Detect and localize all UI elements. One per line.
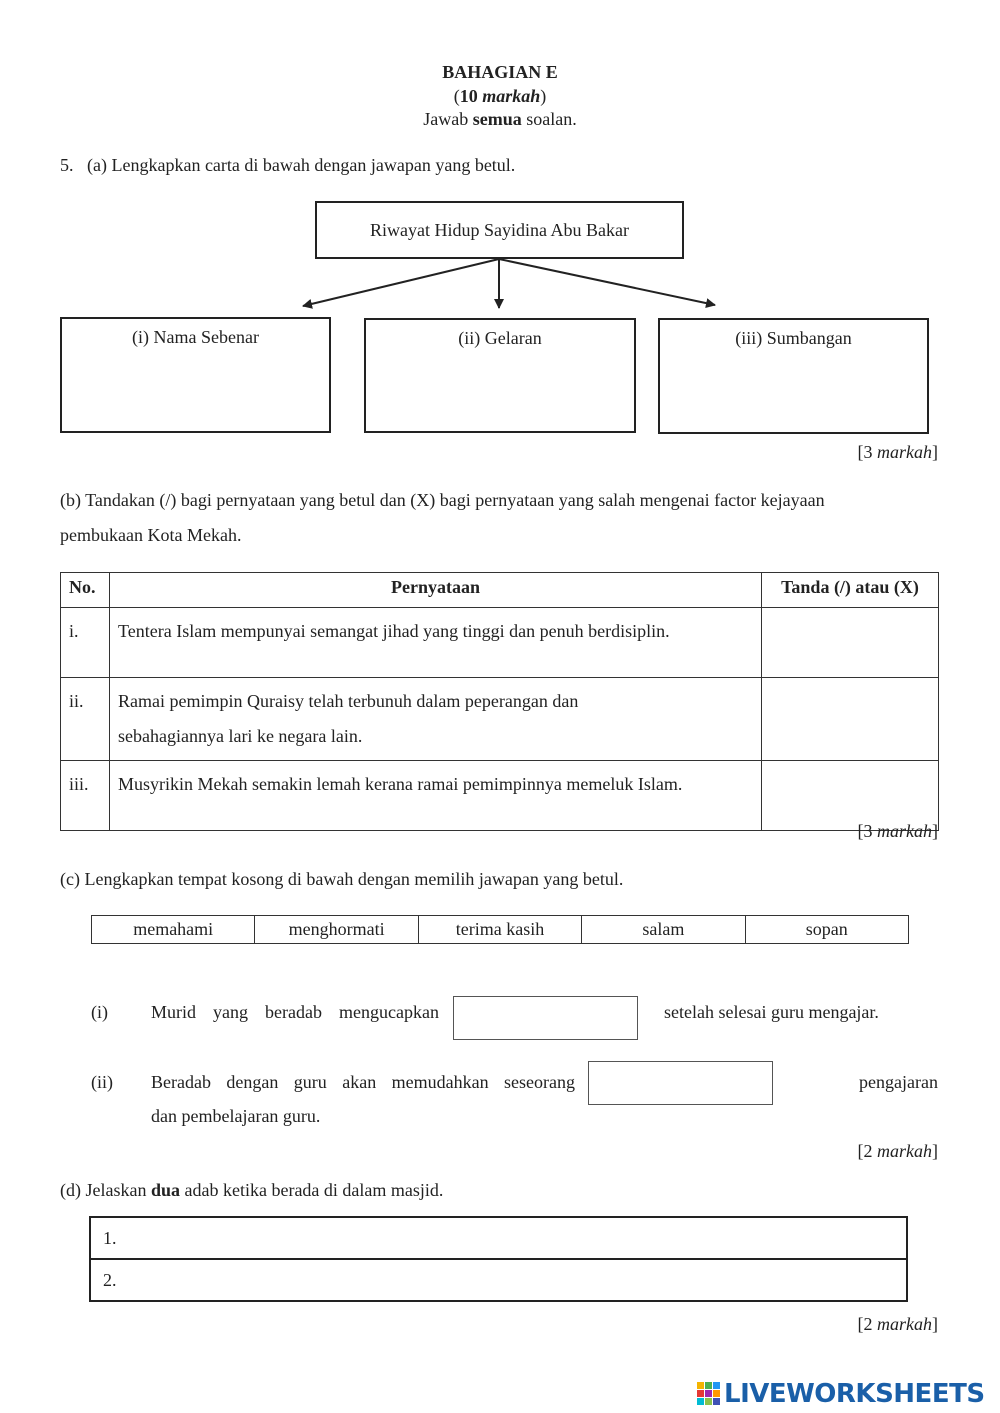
marks-word: markah (877, 1314, 932, 1334)
item-i-pre: Murid yang beradab mengucapkan (151, 1002, 439, 1022)
marks-bracket-open: [3 (857, 442, 873, 462)
part-d-label (60, 1180, 443, 1201)
word-bank (91, 915, 909, 944)
table-row (61, 608, 939, 678)
part-b-label-line2: pembukaan Kota Mekah. (60, 525, 242, 545)
liveworksheets-logo-icon (697, 1382, 721, 1406)
marks-bracket-close: ] (932, 821, 938, 841)
liveworksheets-text: LIVEWORKSHEETS (724, 1379, 985, 1409)
header-pernyataan: Pernyataan (110, 573, 762, 608)
answer-row (90, 1217, 907, 1259)
marks-paren-open: ( (453, 86, 460, 106)
chart-box-label: (iii) Sumbangan (735, 328, 852, 348)
marks-word: markah (482, 86, 541, 106)
marks-word: markah (877, 821, 932, 841)
part-d-label-post: adab ketika berada di dalam masjid. (184, 1180, 444, 1200)
marks-bracket-open: [2 (857, 1314, 873, 1334)
row-statement: Tentera Islam mempunyai semangat jihad yang tinggi dan penuh berdisiplin. (110, 608, 762, 678)
part-b-marks (858, 821, 939, 842)
row-mark-cell[interactable] (762, 608, 939, 678)
word-bank-item: salam (582, 916, 745, 944)
part-d-label-pre: (d) Jelaskan (60, 1180, 147, 1200)
marks-word: markah (877, 442, 932, 462)
instruction-bold: semua (472, 109, 522, 129)
word-bank-item: sopan (745, 916, 908, 944)
marks-number: 10 (459, 86, 478, 106)
marks-word: markah (877, 1141, 932, 1161)
part-a-label: (a) Lengkapkan carta di bawah dengan jawapan yang betul. (87, 155, 516, 175)
marks-bracket-close: ] (932, 1141, 938, 1161)
chart-root-text: Riwayat Hidup Sayidina Abu Bakar (370, 220, 629, 240)
item-ii-line2: dan pembelajaran guru. (151, 1106, 321, 1126)
marks-bracket-close: ] (932, 1314, 938, 1334)
chart-box-label: (i) Nama Sebenar (132, 327, 259, 347)
chart-box-label: (ii) Gelaran (458, 328, 542, 348)
item-i-post: setelah selesai guru mengajar. (664, 1002, 879, 1022)
marks-bracket-open: [3 (857, 821, 873, 841)
table-row (61, 761, 939, 831)
chart-arrows (0, 0, 1000, 330)
table-header-row (61, 573, 939, 608)
instruction-pre: Jawab (423, 109, 469, 129)
section-title: BAHAGIAN E (442, 62, 558, 82)
part-a-marks (858, 442, 939, 463)
part-b-label-line1: (b) Tandakan (/) bagi pernyataan yang betul dan (X) bagi pernyataan yang salah mengenai factor kejayaan (60, 490, 825, 510)
row-statement: Ramai pemimpin Quraisy telah terbunuh dalam peperangan dan sebahagiannya lari ke negara lain. (110, 678, 762, 761)
row-mark-cell[interactable] (762, 678, 939, 761)
part-c-marks (858, 1141, 939, 1162)
item-ii-post: pengajaran (859, 1072, 938, 1092)
word-bank-item: menghormati (255, 916, 418, 944)
table-row (61, 678, 939, 761)
answer-row (90, 1259, 907, 1301)
statement-table (60, 572, 939, 831)
part-c-label: (c) Lengkapkan tempat kosong di bawah dengan memilih jawapan yang betul. (60, 869, 624, 889)
answer-table (89, 1216, 908, 1302)
liveworksheets-watermark (697, 1380, 985, 1408)
question-number: 5. (60, 155, 74, 175)
row-number: iii. (61, 761, 110, 831)
item-i-answer-box[interactable] (453, 996, 638, 1040)
chart-box-gelaran[interactable] (364, 318, 636, 433)
arrow-right (499, 259, 715, 305)
row-statement: Musyrikin Mekah semakin lemah kerana ramai pemimpinnya memeluk Islam. (110, 761, 762, 831)
item-ii-answer-box[interactable] (588, 1061, 773, 1105)
part-d-marks (858, 1314, 939, 1335)
header-no: No. (61, 573, 110, 608)
instruction-post: soalan. (526, 109, 577, 129)
item-i-number: (i) (91, 1002, 108, 1022)
row-number: ii. (61, 678, 110, 761)
word-bank-item: terima kasih (418, 916, 581, 944)
word-bank-item: memahami (92, 916, 255, 944)
chart-box-sumbangan[interactable] (658, 318, 929, 434)
item-ii-number: (ii) (91, 1072, 113, 1092)
marks-paren-close: ) (540, 86, 547, 106)
marks-bracket-close: ] (932, 442, 938, 462)
row-mark-cell[interactable] (762, 761, 939, 831)
marks-bracket-open: [2 (857, 1141, 873, 1161)
row-number: i. (61, 608, 110, 678)
answer-line-1[interactable]: 1. (90, 1217, 907, 1259)
header-tanda: Tanda (/) atau (X) (762, 573, 939, 608)
arrow-left (303, 259, 499, 306)
chart-box-nama-sebenar[interactable] (60, 317, 331, 433)
answer-line-2[interactable]: 2. (90, 1259, 907, 1301)
word-bank-row (92, 916, 909, 944)
part-d-label-bold: dua (150, 1180, 180, 1200)
item-ii-pre: Beradab dengan guru akan memudahkan seseorang (151, 1072, 575, 1092)
